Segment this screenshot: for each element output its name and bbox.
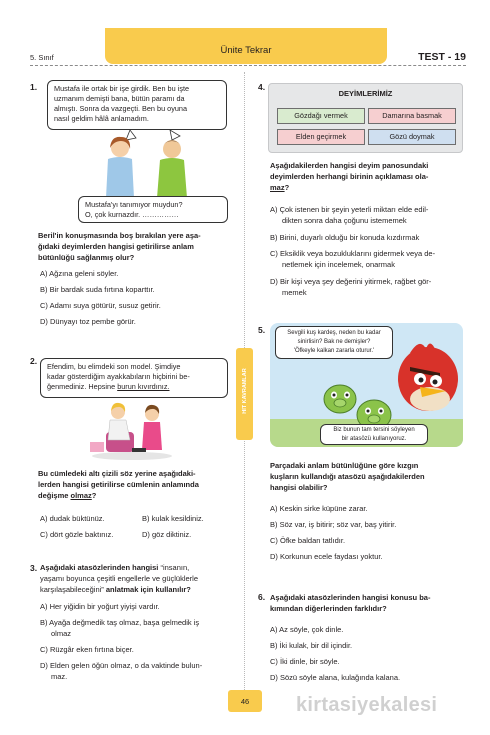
q4-option-c[interactable]: C) Eksiklik veya bozukluklarını gidermek veya de- [270, 249, 436, 258]
bubble-line: sinirlisin? Bak ne demişler? [297, 339, 371, 345]
idiom-card: Gözdağı vermek [277, 108, 365, 124]
q5-option-a[interactable]: A) Keskin sirke küpüne zarar. [270, 504, 368, 513]
question-5-number: 5. [258, 325, 266, 335]
q1-option-a[interactable]: A) Ağzına geleni söyler. [40, 269, 119, 278]
question-line: deyimlerden herhangi birinin açıklaması ola- [270, 172, 429, 181]
q5-option-c[interactable]: C) Öfke baldan tatlıdır. [270, 536, 346, 545]
side-tab-label: HIT KAVRAMLAR [242, 368, 248, 414]
unit-title: Ünite Tekrar [220, 45, 272, 56]
q5-option-b[interactable]: B) Söz var, iş bitirir; söz var, baş yitirir. [270, 520, 397, 529]
bubble-line: ğenmediniz. Hepsine burun kıvırdınız. [47, 382, 170, 391]
shoe-shop-illustration [88, 398, 180, 460]
question-line: Beril'in konuşmasında boş bırakılan yere aşa- [38, 231, 201, 240]
q1-option-b[interactable]: B) Bir bardak suda fırtına koparttır. [40, 285, 155, 294]
question-line: ğıdaki deyimlerden hangisi getirilirse anlam [38, 242, 194, 251]
question-line: Aşağıdakilerden hangisi deyim panosundaki [270, 161, 429, 170]
q1-speech-bubble-bottom [78, 196, 228, 223]
question-line: Aşağıdaki atasözlerinden hangisi konusu ba- [270, 593, 431, 602]
idiom-board [268, 83, 463, 153]
idiom-card: Elden geçirmek [277, 129, 365, 145]
question-line: kımından diğerlerinden farklıdır? [270, 604, 387, 613]
question-line: bütünlüğü sağlanmış olur? [38, 253, 135, 262]
watermark: kirtasiyekalesi [296, 694, 438, 716]
question-line: Parçadaki anlam bütünlüğüne göre kızgın [270, 461, 419, 470]
question-line: yaşamı boyunca çeşitli engellerle ve güçlüklerle [40, 574, 198, 583]
q5-speech-bubble-top [275, 326, 393, 359]
q1-option-c[interactable]: C) Adamı suya götürür, susuz getirir. [40, 301, 161, 310]
q4-option-c-cont: netlemek için incelemek, onarmak [282, 260, 395, 269]
q4-option-d-cont: memek [282, 288, 307, 297]
q1-question [38, 230, 238, 263]
bubble-line: Mustafa'yı tanımıyor muydun? [85, 200, 183, 209]
test-label: TEST - 19 [418, 51, 466, 63]
question-line: lerden hangisi getirilirse cümlenin anlamında [38, 480, 199, 489]
q3-option-d[interactable]: D) Elden gelen öğün olmaz, o da vaktinde bulun- [40, 661, 203, 670]
q4-option-d[interactable]: D) Bir kişi veya şey değerini yitirmek, rağbet gör- [270, 277, 432, 286]
bubble-line: Mustafa ile ortak bir işe girdik. Ben bu işte [54, 84, 190, 93]
q2-option-c[interactable]: C) dört gözle baktınız. [40, 530, 114, 539]
q5-option-d[interactable]: D) Korkunun ecele faydası yoktur. [270, 552, 383, 561]
question-2-number: 2. [30, 356, 38, 366]
q3-question [40, 562, 240, 595]
idiom-board-title: DEYİMLERİMİZ [338, 89, 393, 98]
bubble-line: bir atasözü kullanıyoruz. [341, 435, 407, 442]
q1-option-d[interactable]: D) Dünyayı toz pembe görür. [40, 317, 136, 326]
q1-speech-bubble-top [47, 80, 227, 130]
header-divider [30, 65, 466, 66]
page-number: 46 [228, 690, 262, 712]
q3-option-c[interactable]: C) Rüzgâr eken fırtına biçer. [40, 645, 134, 654]
question-line: kuşların kullandığı atasözü aşağıdakilerden [270, 472, 425, 481]
q3-option-b-cont: olmaz [51, 629, 72, 638]
q3-option-d-cont: maz. [51, 672, 68, 681]
question-line: değişme olmaz? [38, 491, 97, 500]
unit-banner [105, 28, 387, 64]
grade-label: 5. Sınıf [30, 53, 54, 62]
bubble-line: nasıl geldim hâlâ anlamadım. [54, 114, 149, 123]
bubble-line: almıştı. Sonra da vazgeçti. Ben bu oyuna [54, 104, 188, 113]
question-line: karşılaşabileceğini” anlatmak için kullanılır? [40, 585, 191, 594]
bubble-line: kadar gösterdiğim ayakkabıların hiçbirini be- [47, 372, 190, 381]
question-1-number: 1. [30, 82, 38, 92]
underlined-phrase: burun kıvırdınız. [117, 382, 170, 391]
bubble-line: Biz bunun tam tersini söyleyen [333, 427, 415, 433]
q4-option-a-cont: dikten sonra daha çoğunu istememek [282, 216, 407, 225]
q5-speech-bubble-bottom [320, 424, 428, 445]
question-line: Bu cümledeki altı çizili söz yerine aşağıdaki- [38, 469, 196, 478]
q3-option-b[interactable]: B) Ayağa değmedik taş olmaz, başa gelmedik iş [40, 618, 200, 627]
idiom-card: Damarına basmak [368, 108, 456, 124]
idiom-card: Gözü doymak [368, 129, 456, 145]
q5-question [270, 460, 468, 493]
q4-option-b[interactable]: B) Birini, duyarlı olduğu bir konuda kızdırmak [270, 233, 420, 242]
q2-option-b[interactable]: B) kulak kesildiniz. [142, 514, 204, 523]
q2-question [38, 468, 243, 501]
question-3-number: 3. [30, 563, 38, 573]
angry-birds-illustration [270, 323, 463, 447]
question-line: maz? [270, 183, 290, 192]
side-tab [236, 348, 253, 440]
q6-option-c[interactable]: C) İki dinle, bir söyle. [270, 657, 340, 666]
bubble-line: uzmanım demişti bana, bütün paramı da [54, 94, 185, 103]
bubble-line: O, çok kurnazdır. …………… [85, 210, 179, 219]
question-line: hangisi olabilir? [270, 483, 328, 492]
q2-speech-bubble [40, 358, 228, 398]
q6-option-a[interactable]: A) Az söyle, çok dinle. [270, 625, 344, 634]
bubble-line: Efendim, bu elimdeki son model. Şimdiye [47, 362, 181, 371]
two-people-illustration [92, 128, 202, 200]
bubble-line: 'Öfkeyle kalkan zararla oturur.' [293, 348, 375, 354]
question-4-number: 4. [258, 82, 266, 92]
bubble-line: Sevgili kuş kardeş, neden bu kadar [287, 330, 381, 336]
q3-option-a[interactable]: A) Her yiğidin bir yoğurt yiyişi vardır. [40, 602, 160, 611]
q2-option-d[interactable]: D) göz diktiniz. [142, 530, 192, 539]
q2-option-a[interactable]: A) dudak büktünüz. [40, 514, 105, 523]
q4-question [270, 160, 470, 193]
question-line: Aşağıdaki atasözlerinden hangisi “insanın, [40, 563, 190, 572]
q4-option-a[interactable]: A) Çok istenen bir şeyin yeterli miktarı elde edil- [270, 205, 429, 214]
q6-option-b[interactable]: B) İki kulak, bir dil içindir. [270, 641, 353, 650]
question-6-number: 6. [258, 592, 266, 602]
q6-question [270, 592, 468, 614]
q6-option-d[interactable]: D) Sözü söyle alana, kulağında kalana. [270, 673, 401, 682]
